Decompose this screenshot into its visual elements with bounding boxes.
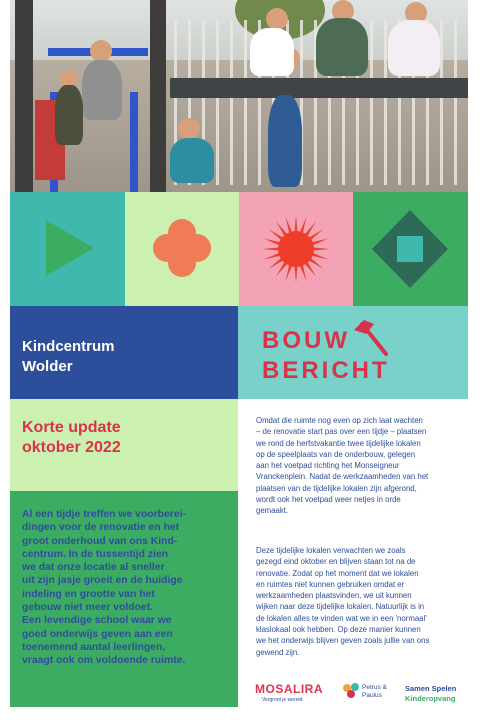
sun-ray bbox=[305, 262, 316, 277]
tile-green bbox=[353, 192, 468, 306]
sun-ray bbox=[300, 217, 307, 234]
body-line: wijken naar deze tijdelijke lokalen. Natuurlijk is in bbox=[256, 602, 425, 612]
four-petal-flower-icon bbox=[125, 192, 239, 306]
petrus-paulus-line1: Petrus & bbox=[362, 684, 387, 691]
update-title-line2: oktober 2022 bbox=[22, 439, 121, 456]
sun-ray bbox=[262, 248, 279, 251]
body-line: gewend zijn. bbox=[256, 647, 300, 657]
sun-ray bbox=[313, 248, 330, 251]
body-line: op de speelplaats van de onderbouw, gelegen bbox=[256, 449, 416, 459]
sun-ray bbox=[312, 253, 329, 260]
tile-pink bbox=[239, 192, 353, 306]
hero-photo bbox=[10, 0, 468, 192]
mosalira-tagline: Vergroot je wereld bbox=[262, 697, 303, 703]
body-line: – de renovatie start pas over een tijdje – plaatsen bbox=[256, 427, 427, 437]
update-title bbox=[22, 418, 222, 458]
petrus-paulus-line2: Paulus bbox=[362, 692, 382, 699]
sun-ray bbox=[269, 229, 284, 240]
intro-line: Al een tijdje treffen we voorberei- bbox=[22, 509, 186, 520]
body-line: aan het voetpad richting het Monseigneur bbox=[256, 461, 400, 471]
update-title-line1: Korte update bbox=[22, 419, 121, 436]
body-line: we rond de herfstvakantie twee tijdelijke lokalen bbox=[256, 438, 421, 448]
body-line: en ruimtes niet kunnen gebruiken omdat er bbox=[256, 579, 405, 589]
sun-ray bbox=[276, 262, 287, 277]
child-head bbox=[266, 8, 288, 30]
intro-text bbox=[22, 508, 230, 668]
mosalira-logo: MOSALIRA bbox=[255, 682, 323, 696]
sun-ray bbox=[309, 258, 324, 269]
child-blue-jeans bbox=[268, 95, 302, 187]
sun-ray bbox=[264, 253, 281, 260]
intro-line: we dat onze locatie al sneller bbox=[22, 562, 165, 574]
bouw-word: BOUW bbox=[262, 327, 350, 354]
frame-pole-blue bbox=[130, 92, 138, 192]
sun-ray bbox=[300, 265, 307, 282]
intro-line: dingen voor de renovatie en het bbox=[22, 522, 180, 534]
body-paragraph-1 bbox=[256, 415, 466, 517]
bericht-word: BERICHT bbox=[262, 357, 390, 384]
intro-line: goed onderwijs geven aan een bbox=[22, 628, 173, 640]
tile-light-green bbox=[125, 192, 239, 306]
samen-spelen-logo: Samen Spelen bbox=[405, 684, 457, 693]
body-line: gemaakt. bbox=[256, 506, 289, 516]
sun-ray bbox=[286, 217, 293, 234]
body-line: plaatsen van de tijdelijke lokalen zijn afgerond, bbox=[256, 483, 417, 493]
child-light-dress bbox=[388, 20, 440, 76]
intro-line: gebouw niet meer voldoet. bbox=[22, 602, 154, 614]
body-line: werkzaamheden plaatsvinden, we uit kunnen bbox=[256, 591, 412, 601]
sun-ray bbox=[286, 265, 293, 282]
sun-ray bbox=[309, 229, 324, 240]
child-green-shirt bbox=[316, 18, 368, 76]
diamond-square-icon bbox=[353, 192, 468, 306]
sun-ray bbox=[312, 239, 329, 246]
intro-line: groot onderhoud van ons Kind- bbox=[22, 535, 178, 547]
petrus-paulus-mark-icon bbox=[342, 682, 362, 698]
school-name-line1: Kindcentrum bbox=[22, 338, 115, 355]
body-line: Vranckenplein. Nadat de werkzaamheden van het bbox=[256, 472, 429, 482]
child-teal-shirt bbox=[170, 138, 214, 183]
sun-ray bbox=[305, 222, 316, 237]
climbing-beam bbox=[170, 78, 468, 98]
body-line: renovatie. Zodat op het moment dat we lokalen bbox=[256, 568, 419, 578]
body-line: wordt ook het voetpad weer netjes in orde bbox=[256, 495, 401, 505]
tile-teal bbox=[10, 192, 125, 306]
child-white-shirt bbox=[250, 28, 294, 76]
body-line: de lokalen alles te vinden wat we in een 'normaal' bbox=[256, 613, 427, 623]
intro-line: Een levendige school waar we bbox=[22, 615, 172, 627]
intro-line: toenemend aantal leerlingen, bbox=[22, 641, 166, 653]
body-line: we het onderwijs blijven geven zoals jullie van ons bbox=[256, 636, 430, 646]
intro-line: uit zijn jasje groeit en de huidige bbox=[22, 575, 183, 587]
body-paragraph-2 bbox=[256, 545, 466, 658]
body-line: Omdat die ruimte nog even op zich laat wachten bbox=[256, 416, 423, 425]
sun-burst-icon bbox=[239, 192, 353, 306]
sun-ray bbox=[295, 266, 298, 283]
petrus-paulus-logo bbox=[362, 684, 402, 700]
child-climbing bbox=[82, 60, 122, 120]
frame-post bbox=[15, 0, 33, 192]
frame-post bbox=[150, 0, 166, 192]
pattern-band bbox=[10, 192, 468, 306]
sun-ray bbox=[269, 258, 284, 269]
intro-line: centrum. In de tussentijd zien bbox=[22, 548, 169, 560]
child-head bbox=[90, 40, 112, 62]
child-head bbox=[178, 118, 200, 140]
school-name bbox=[22, 337, 222, 377]
intro-line: indeling en grootte van het bbox=[22, 588, 155, 600]
body-line: gezegd eind oktober en blijven staan tot na de bbox=[256, 557, 416, 567]
body-line: Deze tijdelijke lokalen verwachten we zoals bbox=[256, 546, 406, 555]
hammer-icon bbox=[352, 318, 396, 358]
sun-ray bbox=[295, 215, 298, 232]
sun-ray bbox=[276, 222, 287, 237]
child-dark-shirt bbox=[55, 85, 83, 145]
kinderopvang-logo-text: Kinderopvang bbox=[405, 694, 456, 703]
triangle-play-icon bbox=[10, 192, 125, 306]
school-name-line2: Wolder bbox=[22, 358, 73, 375]
sun-ray bbox=[264, 239, 281, 246]
intro-line: vraagt ook om voldoende ruimte. bbox=[22, 655, 186, 667]
body-line: klaslokaal ook hebben. Op deze manier kunnen bbox=[256, 625, 421, 635]
